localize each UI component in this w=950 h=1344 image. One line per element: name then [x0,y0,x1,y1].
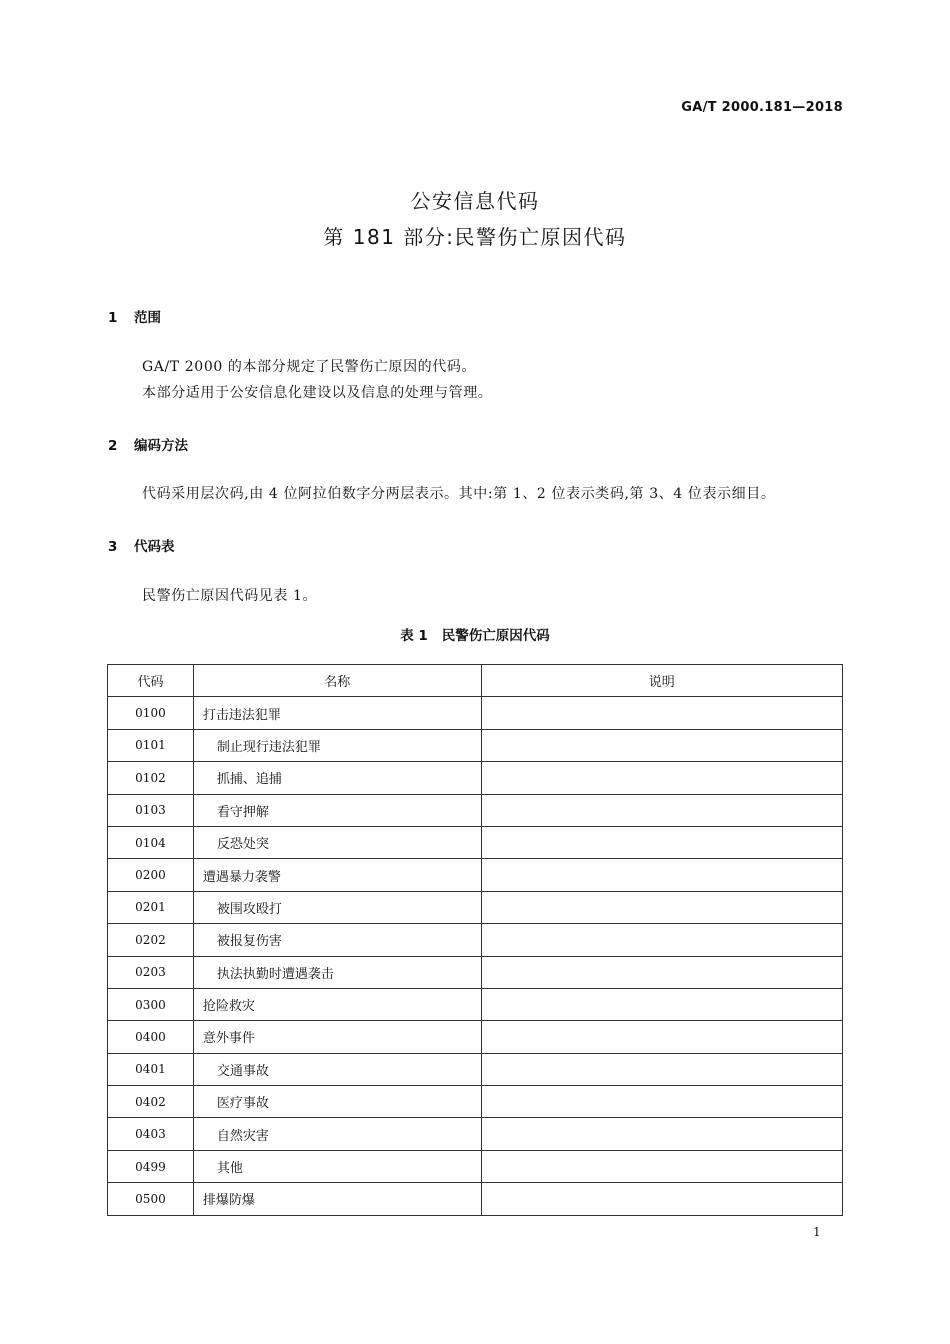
code-cell: 0103 [108,794,194,826]
code-cell: 0403 [108,1118,194,1150]
table-row [108,826,843,858]
code-cell: 0201 [108,891,194,923]
table-row [108,794,843,826]
name-cell: 其他 [193,1150,481,1182]
table-row [108,988,843,1020]
table-caption-title: 民警伤亡原因代码 [441,628,550,644]
name-cell: 排爆防爆 [193,1183,481,1215]
code-cell: 0104 [108,826,194,858]
code-cell: 0200 [108,859,194,891]
section-number: 3 [108,539,118,555]
table-header-row [108,665,843,697]
table-row [108,1053,843,1085]
code-cell: 0500 [108,1183,194,1215]
table-body [108,697,843,1215]
code-cell: 0101 [108,729,194,761]
note-cell [481,1150,842,1182]
table-row [108,697,843,729]
table-row [108,1150,843,1182]
section-heading-scope [108,306,161,326]
name-cell: 反恐处突 [193,826,481,858]
section-number: 1 [108,310,118,326]
table-row [108,729,843,761]
paragraph: 代码采用层次码,由 4 位阿拉伯数字分两层表示。其中:第 1、2 位表示类码,第 3、4 位表示细目。 [142,486,776,502]
code-cell: 0100 [108,697,194,729]
code-table [107,664,843,1216]
note-cell [481,1183,842,1215]
section-number: 2 [108,438,118,454]
section-title: 编码方法 [134,438,188,454]
table-row [108,762,843,794]
document-title: 公安信息代码 [410,189,540,213]
table-row [108,1086,843,1118]
code-cell: 0300 [108,988,194,1020]
code-cell: 0401 [108,1053,194,1085]
note-cell [481,1086,842,1118]
name-cell: 抓捕、追捕 [193,762,481,794]
column-header-note: 说明 [481,665,842,697]
section-title: 代码表 [134,539,175,555]
note-cell [481,762,842,794]
document-subtitle: 第 181 部分:民警伤亡原因代码 [323,225,627,249]
code-cell: 0400 [108,1021,194,1053]
name-cell: 制止现行违法犯罪 [193,729,481,761]
table-caption-number: 表 1 [400,628,428,644]
name-cell: 意外事件 [193,1021,481,1053]
column-header-code: 代码 [108,665,194,697]
code-cell: 0202 [108,924,194,956]
name-cell: 医疗事故 [193,1086,481,1118]
section-title: 范围 [134,310,161,326]
code-cell: 0102 [108,762,194,794]
note-cell [481,1118,842,1150]
name-cell: 交通事故 [193,1053,481,1085]
name-cell: 看守押解 [193,794,481,826]
paragraph: GA/T 2000 的本部分规定了民警伤亡原因的代码。 [142,359,477,375]
section-heading-code-table [108,535,175,555]
name-cell: 自然灾害 [193,1118,481,1150]
code-cell: 0203 [108,956,194,988]
note-cell [481,924,842,956]
note-cell [481,794,842,826]
table-row [108,859,843,891]
code-cell: 0499 [108,1150,194,1182]
table-row [108,924,843,956]
table-row [108,1183,843,1215]
note-cell [481,826,842,858]
note-cell [481,1053,842,1085]
table-caption [0,624,950,644]
paragraph: 本部分适用于公安信息化建设以及信息的处理与管理。 [142,385,493,401]
note-cell [481,1021,842,1053]
table-row [108,1021,843,1053]
name-cell: 遭遇暴力袭警 [193,859,481,891]
section-heading-coding-method [108,434,188,454]
table-row [108,956,843,988]
page-number: 1 [813,1225,821,1239]
code-cell: 0402 [108,1086,194,1118]
note-cell [481,729,842,761]
paragraph: 民警伤亡原因代码见表 1。 [142,588,318,604]
name-cell: 执法执勤时遭遇袭击 [193,956,481,988]
table-row [108,891,843,923]
column-header-name: 名称 [193,665,481,697]
note-cell [481,697,842,729]
name-cell: 被围攻殴打 [193,891,481,923]
name-cell: 抢险救灾 [193,988,481,1020]
standard-number: GA/T 2000.181—2018 [681,100,843,115]
name-cell: 被报复伤害 [193,924,481,956]
note-cell [481,891,842,923]
name-cell: 打击违法犯罪 [193,697,481,729]
note-cell [481,859,842,891]
table-row [108,1118,843,1150]
note-cell [481,956,842,988]
note-cell [481,988,842,1020]
